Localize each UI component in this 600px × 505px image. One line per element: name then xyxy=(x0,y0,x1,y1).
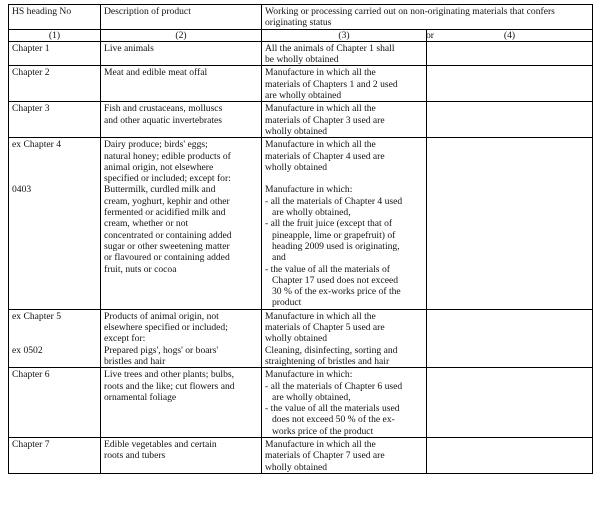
rule-cell: Manufacture in which all the materials of Chapters 1 and 2 used are wholly obtained xyxy=(262,66,427,102)
table-header-row xyxy=(9,5,593,30)
description-cell: Products of animal origin, not elsewhere specified or included; except for: Prepared pigs', hogs' or boars' bristles and hair xyxy=(101,309,262,367)
alt-rule-cell xyxy=(427,41,593,66)
table-row xyxy=(9,368,593,438)
hs-heading-cell: Chapter 3 xyxy=(9,102,101,138)
rule-cell: Manufacture in which all the materials of Chapter 3 used are wholly obtained xyxy=(262,102,427,138)
table-row xyxy=(9,102,593,138)
table-row xyxy=(9,41,593,66)
hs-heading-cell: Chapter 7 xyxy=(9,437,101,473)
or-label: or xyxy=(426,29,434,41)
header-working-processing: Working or processing carried out on non-originating materials that confers originating status xyxy=(262,5,593,30)
hs-heading-cell: Chapter 6 xyxy=(9,368,101,438)
alt-rule-cell xyxy=(427,138,593,309)
hs-heading-cell: ex Chapter 4 0403 xyxy=(9,138,101,309)
hs-heading-cell: ex Chapter 5 ex 0502 xyxy=(9,309,101,367)
rule-cell: Manufacture in which: - all the materials of Chapter 6 used are wholly obtained, - the value of all the materials used does not exceed 50 % of the ex- works price of the product xyxy=(262,368,427,438)
header-hs-heading: HS heading No xyxy=(9,5,101,30)
alt-rule-cell xyxy=(427,309,593,367)
table-row xyxy=(9,437,593,473)
table-row xyxy=(9,138,593,309)
description-cell: Meat and edible meat offal xyxy=(101,66,262,102)
description-cell: Dairy produce; birds' eggs; natural honey; edible products of animal origin, not elsewhere specified or included; except for: Buttermilk, curdled milk and cream, yoghurt, kephir and other fermented or acidified milk and cream, whether or not concentrated or containing added sugar or other sweetening matter or flavoured or containing added fruit, nuts or cocoa xyxy=(101,138,262,309)
alt-rule-cell xyxy=(427,368,593,438)
alt-rule-cell xyxy=(427,102,593,138)
alt-rule-cell xyxy=(427,66,593,102)
description-cell: Edible vegetables and certain roots and tubers xyxy=(101,437,262,473)
header-description: Description of product xyxy=(101,5,262,30)
description-cell: Live trees and other plants; bulbs, roots and the like; cut flowers and ornamental foliage xyxy=(101,368,262,438)
col-number-3: (3) or xyxy=(262,29,427,41)
rule-cell: Manufacture in which all the materials of Chapter 4 used are wholly obtained Manufacture in which: - all the materials of Chapter 4 used are wholly obtained, - all the fruit juice (except that of pineapple, lime or grapefruit) of heading 2009 used is originating, and - the value of all the materials of Chapter 17 used does not exceed 30 % of the ex-works price of the product xyxy=(262,138,427,309)
description-cell: Fish and crustaceans, molluscs and other aquatic invertebrates xyxy=(101,102,262,138)
rule-cell: Manufacture in which all the materials of Chapter 5 used are wholly obtained Cleaning, disinfecting, sorting and straightening of bristles and hair xyxy=(262,309,427,367)
alt-rule-cell xyxy=(427,437,593,473)
origin-rules-table xyxy=(8,4,593,474)
hs-heading-cell: Chapter 1 xyxy=(9,41,101,66)
description-cell: Live animals xyxy=(101,41,262,66)
hs-heading-cell: Chapter 2 xyxy=(9,66,101,102)
col-number-4: (4) xyxy=(427,29,593,41)
rule-cell: Manufacture in which all the materials of Chapter 7 used are wholly obtained xyxy=(262,437,427,473)
col-number-2: (2) xyxy=(101,29,262,41)
rule-cell: All the animals of Chapter 1 shall be wholly obtained xyxy=(262,41,427,66)
column-number-row xyxy=(9,29,593,41)
col-number-1: (1) xyxy=(9,29,101,41)
table-row xyxy=(9,66,593,102)
table-row xyxy=(9,309,593,367)
